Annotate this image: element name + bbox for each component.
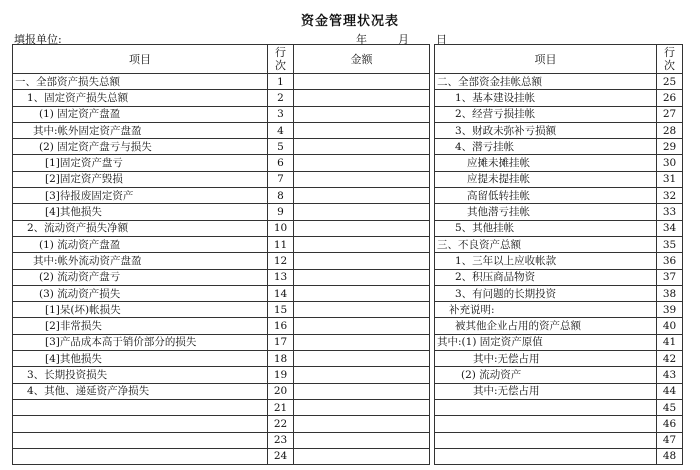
header-item-right: 项目 <box>435 45 657 74</box>
right-row-number: 48 <box>657 448 683 464</box>
left-row-number: 1 <box>268 74 294 90</box>
table-row <box>13 399 683 415</box>
header-row-no-left <box>268 45 294 74</box>
right-row-number: 38 <box>657 285 683 301</box>
left-row-number: 18 <box>268 351 294 367</box>
left-row-number: 5 <box>268 139 294 155</box>
left-amount-cell[interactable] <box>294 220 430 236</box>
left-item-label: (2) 流动资产盘亏 <box>13 269 268 285</box>
left-amount-cell[interactable] <box>294 416 430 432</box>
header-row-no-top: 行 <box>275 46 286 59</box>
table-header-row <box>13 45 683 74</box>
left-item-label: 其中:帐外流动资产盘盈 <box>13 253 268 269</box>
right-item-label: 高留低转挂帐 <box>435 188 657 204</box>
right-item-label: 其中:(1) 固定资产原值 <box>435 334 657 350</box>
table-row <box>13 139 683 155</box>
right-item-label: 应提未提挂帐 <box>435 171 657 187</box>
left-item-label: (1) 固定资产盘盈 <box>13 106 268 122</box>
date-year-label: 年 <box>356 33 367 46</box>
right-row-number: 33 <box>657 204 683 220</box>
left-amount-cell[interactable] <box>294 122 430 138</box>
left-item-label <box>13 399 268 415</box>
right-row-number: 29 <box>657 139 683 155</box>
left-item-label: [1]呆(坏)帐损失 <box>13 302 268 318</box>
left-row-number: 9 <box>268 204 294 220</box>
left-item-label: [4]其他损失 <box>13 351 268 367</box>
left-item-label <box>13 416 268 432</box>
left-amount-cell[interactable] <box>294 399 430 415</box>
table-row <box>13 204 683 220</box>
header-row-no-bottom: 次 <box>664 59 675 72</box>
right-item-label: 5、其他挂帐 <box>435 220 657 236</box>
right-item-label: 其中:无偿占用 <box>435 383 657 399</box>
table-row <box>13 432 683 448</box>
left-item-label: 4、其他、递延资产净损失 <box>13 383 268 399</box>
left-item-label: 1、固定资产损失总额 <box>13 90 268 106</box>
left-amount-cell[interactable] <box>294 90 430 106</box>
left-row-number: 12 <box>268 253 294 269</box>
right-row-number: 40 <box>657 318 683 334</box>
right-row-number: 28 <box>657 122 683 138</box>
left-row-number: 11 <box>268 236 294 252</box>
right-item-label <box>435 416 657 432</box>
left-amount-cell[interactable] <box>294 302 430 318</box>
date-day-label: 日 <box>436 33 447 46</box>
right-row-number: 26 <box>657 90 683 106</box>
right-item-label: 其他潜亏挂帐 <box>435 204 657 220</box>
right-row-number: 43 <box>657 367 683 383</box>
date-month-label: 月 <box>398 33 409 46</box>
header-row-no-right <box>657 45 683 74</box>
right-row-number: 44 <box>657 383 683 399</box>
right-item-label: 应摊未摊挂帐 <box>435 155 657 171</box>
header-item-left: 项目 <box>13 45 268 74</box>
left-amount-cell[interactable] <box>294 106 430 122</box>
right-row-number: 39 <box>657 302 683 318</box>
left-row-number: 23 <box>268 432 294 448</box>
reporting-unit-label: 填报单位: <box>14 33 62 46</box>
left-item-label: 其中:帐外固定资产盘盈 <box>13 122 268 138</box>
table-row <box>13 269 683 285</box>
table-row <box>13 334 683 350</box>
table-row <box>13 106 683 122</box>
table-row <box>13 171 683 187</box>
left-amount-cell[interactable] <box>294 155 430 171</box>
left-row-number: 6 <box>268 155 294 171</box>
right-row-number: 45 <box>657 399 683 415</box>
left-item-label: [4]其他损失 <box>13 204 268 220</box>
table-row <box>13 253 683 269</box>
right-item-label: 1、基本建设挂帐 <box>435 90 657 106</box>
left-item-label: (2) 固定资产盘亏与损失 <box>13 139 268 155</box>
left-amount-cell[interactable] <box>294 139 430 155</box>
right-row-number: 25 <box>657 74 683 90</box>
left-item-label <box>13 448 268 464</box>
left-amount-cell[interactable] <box>294 74 430 90</box>
right-row-number: 37 <box>657 269 683 285</box>
table-row <box>13 351 683 367</box>
left-row-number: 20 <box>268 383 294 399</box>
left-row-number: 24 <box>268 448 294 464</box>
table-row <box>13 90 683 106</box>
right-item-label: 4、潜亏挂帐 <box>435 139 657 155</box>
left-item-label: [2]固定资产毁损 <box>13 171 268 187</box>
left-amount-cell[interactable] <box>294 448 430 464</box>
table-row <box>13 188 683 204</box>
table-row <box>13 318 683 334</box>
table-row <box>13 302 683 318</box>
form-title: 资金管理状况表 <box>300 14 399 29</box>
right-item-label: 二、全部资金挂帐总额 <box>435 74 657 90</box>
table-row <box>13 220 683 236</box>
left-row-number: 2 <box>268 90 294 106</box>
table-row <box>13 448 683 464</box>
right-item-label: 三、不良资产总额 <box>435 236 657 252</box>
right-row-number: 30 <box>657 155 683 171</box>
left-item-label: [1]固定资产盘亏 <box>13 155 268 171</box>
right-item-label: 3、财政未弥补亏损额 <box>435 122 657 138</box>
right-row-number: 27 <box>657 106 683 122</box>
table-row <box>13 383 683 399</box>
fund-status-table <box>12 44 683 465</box>
left-row-number: 14 <box>268 285 294 301</box>
left-row-number: 19 <box>268 367 294 383</box>
table-row <box>13 367 683 383</box>
left-amount-cell[interactable] <box>294 204 430 220</box>
right-item-label: 2、积压商品物资 <box>435 269 657 285</box>
left-row-number: 10 <box>268 220 294 236</box>
left-item-label: 一、全部资产损失总额 <box>13 74 268 90</box>
right-item-label: 3、有问题的长期投资 <box>435 285 657 301</box>
right-item-label: (2) 流动资产 <box>435 367 657 383</box>
right-row-number: 46 <box>657 416 683 432</box>
left-item-label <box>13 432 268 448</box>
left-row-number: 15 <box>268 302 294 318</box>
left-item-label: 2、流动资产损失净额 <box>13 220 268 236</box>
table-row <box>13 155 683 171</box>
left-amount-cell[interactable] <box>294 318 430 334</box>
left-item-label: (1) 流动资产盘盈 <box>13 236 268 252</box>
left-row-number: 16 <box>268 318 294 334</box>
left-row-number: 17 <box>268 334 294 350</box>
left-row-number: 21 <box>268 399 294 415</box>
header-amount-left: 金额 <box>294 45 430 74</box>
left-row-number: 13 <box>268 269 294 285</box>
left-amount-cell[interactable] <box>294 188 430 204</box>
right-row-number: 41 <box>657 334 683 350</box>
left-amount-cell[interactable] <box>294 253 430 269</box>
left-amount-cell[interactable] <box>294 334 430 350</box>
left-amount-cell[interactable] <box>294 432 430 448</box>
left-row-number: 22 <box>268 416 294 432</box>
left-row-number: 4 <box>268 122 294 138</box>
left-amount-cell[interactable] <box>294 383 430 399</box>
table-row <box>13 122 683 138</box>
right-row-number: 32 <box>657 188 683 204</box>
right-row-number: 34 <box>657 220 683 236</box>
left-row-number: 7 <box>268 171 294 187</box>
right-item-label <box>435 432 657 448</box>
table-row <box>13 285 683 301</box>
table-row <box>13 416 683 432</box>
left-amount-cell[interactable] <box>294 285 430 301</box>
right-item-label: 其中:无偿占用 <box>435 351 657 367</box>
left-amount-cell[interactable] <box>294 236 430 252</box>
left-row-number: 3 <box>268 106 294 122</box>
right-item-label: 1、三年以上应收帐款 <box>435 253 657 269</box>
left-row-number: 8 <box>268 188 294 204</box>
header-row-no-top: 行 <box>664 46 675 59</box>
left-amount-cell[interactable] <box>294 269 430 285</box>
right-item-label <box>435 448 657 464</box>
right-row-number: 36 <box>657 253 683 269</box>
left-item-label: [3]待报废固定资产 <box>13 188 268 204</box>
table-row <box>13 236 683 252</box>
right-item-label <box>435 399 657 415</box>
left-item-label: 3、长期投资损失 <box>13 367 268 383</box>
left-item-label: (3) 流动资产损失 <box>13 285 268 301</box>
table-row <box>13 74 683 90</box>
left-amount-cell[interactable] <box>294 367 430 383</box>
right-row-number: 31 <box>657 171 683 187</box>
header-row-no-bottom: 次 <box>275 59 286 72</box>
right-row-number: 42 <box>657 351 683 367</box>
left-item-label: [3]产品成本高于销价部分的损失 <box>13 334 268 350</box>
left-amount-cell[interactable] <box>294 171 430 187</box>
right-item-label: 被其他企业占用的资产总额 <box>435 318 657 334</box>
right-item-label: 补充说明: <box>435 302 657 318</box>
right-item-label: 2、经营亏损挂帐 <box>435 106 657 122</box>
left-amount-cell[interactable] <box>294 351 430 367</box>
right-row-number: 47 <box>657 432 683 448</box>
right-row-number: 35 <box>657 236 683 252</box>
left-item-label: [2]非常损失 <box>13 318 268 334</box>
